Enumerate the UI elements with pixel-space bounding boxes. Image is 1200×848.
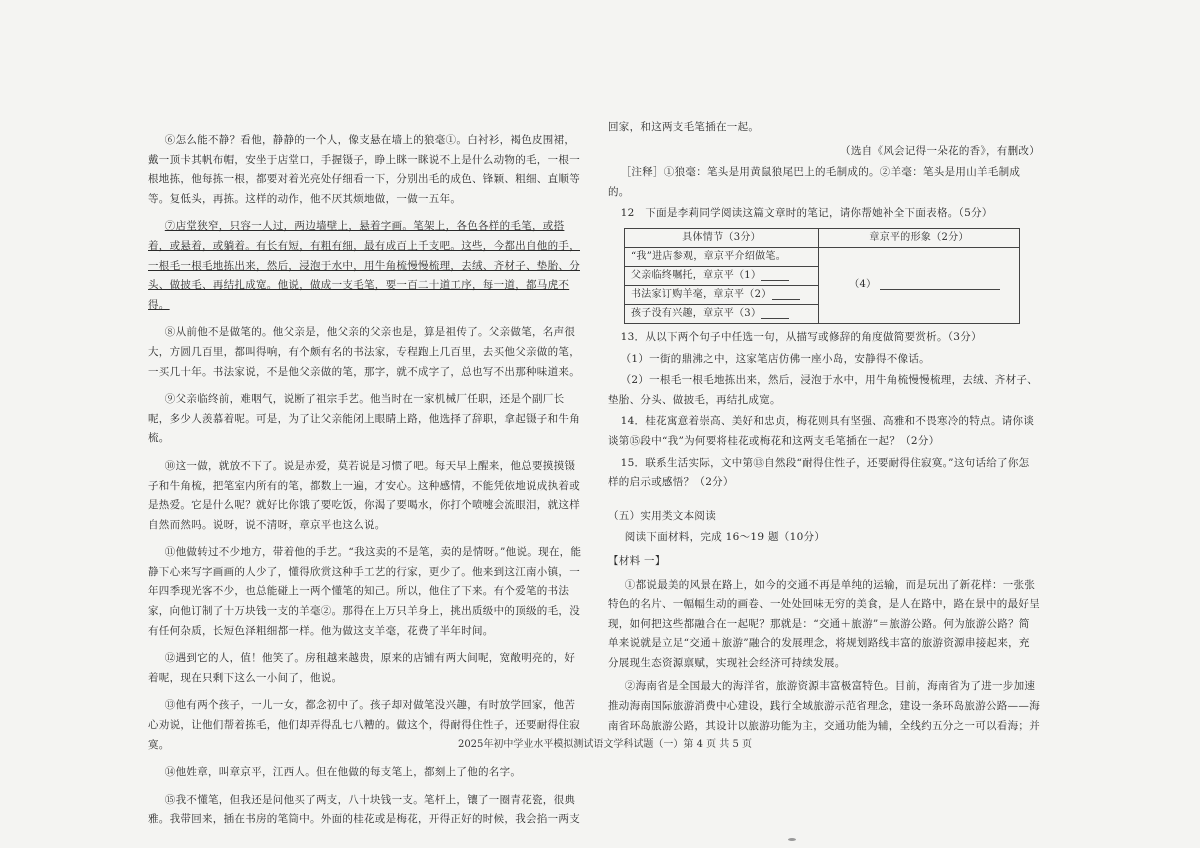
answer-blank-4[interactable] [880,279,1000,290]
annotation-notes: ［注释］①狼毫：笔头是用黄鼠狼尾巴上的毛制成的。②羊毫：笔头是用山羊毛制成的。 [608,166,1021,198]
paragraph-8: ⑧从前他不是做笔的。他父亲是，他父亲的父亲也是，算是祖传了。父亲做笔，名声很大，方圆几百里，都叫得响，有个颇有名的书法家，专程跑上几百里，去买他父亲做的笔，一买几十年。书法家说，不是他父亲做的笔，那字，就不成字了，总也写不出那种味道来。 [148,326,580,378]
paragraph-15-continuation: 回家，和这两支毛笔插在一起。 [608,121,760,133]
material-paragraph-1: ①都说最美的风景在路上，如今的交通不再是单纯的运输，而是玩出了新花样：一张张特色的名片、一幅幅生动的画卷、一处处回味无穷的美食，是人在路中，路在景中的最好呈现，如何把这些都融合在一起呢？那就是：“交通＋旅游”＝旅游公路。何为旅游公路？简单来说就是立足“交通＋旅游”融合的发展理念，将规划路线丰富的旅游资源串接起来，充分展现生态资源禀赋，实现社会经济可持续发展。 [608,578,1040,669]
material-1-title: 【材料 一】 [608,554,666,567]
table-answer-cell-4 [819,247,1020,323]
question-13: 13．从以下两个句子中任选一句，从描写或修辞的角度做简要赏析。（3分） [620,330,982,343]
paragraph-7-text: ⑦店堂狭窄，只容一人过，两边墙壁上，悬着字画。笔架上，各色各样的毛笔，或搭着，或悬着，或躺着。有长有短，有粗有细，最有成百上千支吧。这些，今都出自他的手，一根毛一根毛地拣出来，然后，浸泡于水中，用牛角梳慢慢梳理，去绒、齐材子、垫胎、分头、做披毛、再结扎成宽。他说，做成一支毛笔，要一百二十道工序，每一道，都马虎不得。 [148,220,580,311]
question-15: 15．联系生活实际，文中第⑬自然段“耐得住性子，还要耐得住寂寞。”这句话给了你怎样的启示或感悟？（2分） [608,456,1030,489]
section-5-title: （五）实用类文本阅读 [608,509,716,522]
table-header-plot: 具体情节（3分） [625,228,819,247]
answer-blank-2[interactable] [772,289,800,300]
source-citation: （选自《风会记得一朵花的香》，有删改） [840,144,1040,157]
paragraph-10: ⑩这一做，就放不下了。说是赤爱，莫若说是习惯了吧。每天早上醒来，他总要摸摸镊子和牛角梳，把笔室内所有的笔，都数上一遍，才安心。这种感情，不能凭依地说成执着或是热爱。它是什么呢？就好比你饿了要吃饭，你渴了要喝水，你打个喷嚏会流眼泪，就这样自然而然吗。说呀，说不清呀，章京平也这么说。 [148,459,580,531]
answer-blank-3[interactable] [761,308,789,319]
question-14: 14．桂花寓意着崇高、美好和忠贞，梅花则具有坚强、高雅和不畏寒冷的特点。请你谈谈第⑮段中“我”为何要将桂花或梅花和这两支毛笔插在一起？（2分） [608,415,1035,447]
paragraph-14: ⑭他姓章，叫章京平，江西人。但在他做的每支笔上，都刻上了他的名字。 [164,766,522,779]
table-row-2-text: 父亲临终嘱托，章京平（1） [631,269,762,281]
page-footer: 2025年初中学业水平模拟测试语文学科试题（一）第 4 页 共 5 页 [457,739,753,750]
right-column [608,118,1040,740]
table-header-image: 章京平的形象（2分） [819,228,1020,247]
section-5-instructions: 阅读下面材料，完成 16～19 题（10分） [624,531,826,544]
paragraph-7 [148,217,584,315]
table-row-3 [625,285,819,304]
left-column [148,131,584,838]
scan-speck [788,838,796,841]
notes-table [624,228,1020,324]
table-row-3-text: 书法家订购羊毫，章京平（2） [631,288,772,300]
paragraph-13: ⑬他有两个孩子，一儿一女，都念初中了。孩子却对做笔没兴趣，有时放学回家，他苦心劝说，让他们帮着拣毛，他们却弄得乱七八糟的。做这个，得耐得住性子，还要耐得住寂寞。 [148,699,580,751]
table-row-4 [625,304,819,323]
paragraph-12: ⑫遇到它的人，值！他笑了。房租越来越贵，原来的店铺有两大间呢，宽敞明亮的，好着呢，现在只剩下这么一小间了，他说。 [148,652,576,684]
paragraph-11: ⑪他做转过不少地方，带着他的手艺。“我这卖的不是笔，卖的是情呀。”他说。现在，能静下心来写字画画的人少了，懂得欣赏这种手工艺的行家，更少了。他来到这江南小镇，一年四季现光客不少，也总能碰上一两个懂笔的知己。所以，他住了下来。有个爱笔的书法家，向他订制了十万块钱一支的羊毫②。那得在上万只羊身上，挑出质级中的顶级的毛，没有任何杂质，长短色泽粗细都一样。他为做这支羊毫，花费了半年时间。 [148,546,582,637]
paragraph-15: ⑮我不懂笔，但我还是问他买了两支，八十块钱一支。笔杆上，镶了一圈青花瓷，很典雅。我带回来，插在书房的笔筒中。外面的桂花或是梅花，开得正好的时候，我会掐一两支 [148,793,580,826]
question-13-option-2: （2）一根毛一根毛地拣出来，然后，浸泡于水中，用牛角梳慢慢梳理，去绒、齐材子、垫胎、分头、做披毛，再结扎成宽。 [608,374,1038,406]
table-row-4-text: 孩子没有兴趣，章京平（3） [631,307,762,319]
table-row-2 [625,266,819,285]
paragraph-9: ⑨父亲临终前，难咽气，说断了祖宗手艺。他当时在一家机械厂任职，还是个副厂长呢，多少人羡慕着呢。可是，为了让父亲能闭上眼睛上路，他选择了辞职，拿起镊子和牛角梳。 [148,393,580,445]
material-paragraph-2: ②海南省是全国最大的海洋省，旅游资源丰富极富特色。目前，海南省为了进一步加速推动海南国际旅游消费中心建设，践行全域旅游示范省理念，建设一条环岛旅游公路——海南省环岛旅游公路，其设计以旅游功能为主，交通功能为辅，全线约五分之一可以看海；并 [608,680,1040,732]
answer-blank-1[interactable] [761,270,789,281]
question-12: 12 下面是李莉同学阅读这篇文章时的笔记，请你帮她补全下面表格。（5分） [620,207,993,220]
answer-label-4: （4） [849,279,877,291]
question-13-option-1: （1）一街的鼎沸之中，这家笔店仿佛一座小岛，安静得不像话。 [620,352,930,365]
paragraph-6: ⑥怎么能不静？看他，静静的一个人，像支悬在墙上的狼毫①。白衬衫，褐色皮围裙，戴一顶卡其帆布帽，安坐于店堂口，手握镊子，睁上眯一眯说不上是什么动物的毛，一根一根地拣，他每拣一根，都要对着光亮处仔细看一下，分别出毛的成色、锋颖、粗细、直顺等等。复低头，再拣。这样的动作，他不厌其烦地做，一做一五年。 [148,134,580,205]
table-row-1: “我”进店参观，章京平介绍做笔。 [625,247,819,266]
